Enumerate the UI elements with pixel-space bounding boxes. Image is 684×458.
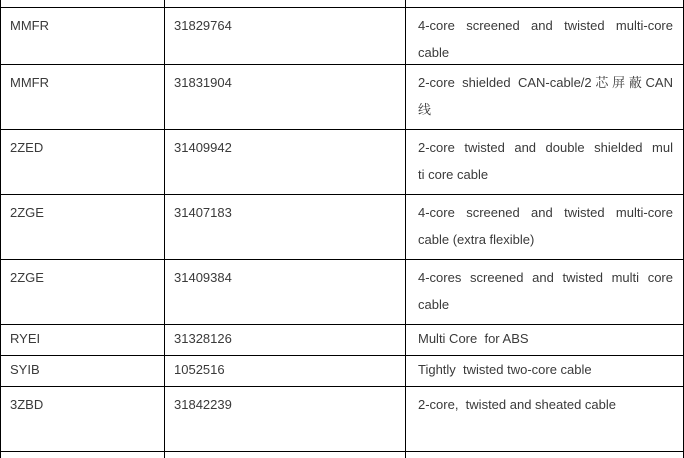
part-number-cell [165, 130, 406, 195]
code-text: 2ZGE [10, 270, 44, 285]
description-cell [406, 0, 684, 8]
part-number-cell [165, 65, 406, 130]
code-cell [0, 195, 165, 260]
part-number-cell [165, 8, 406, 65]
description-cell [406, 387, 684, 452]
code-text: MMFR [10, 18, 49, 33]
description-line: 线 [418, 102, 432, 117]
code-cell [0, 130, 165, 195]
description-cell [406, 195, 684, 260]
description-line: Tightly twisted two-core cable [418, 362, 592, 377]
description-cell [406, 325, 684, 356]
part-number-cell [165, 0, 406, 8]
description-cell [406, 8, 684, 65]
code-text: 2ZGE [10, 205, 44, 220]
part-number-cell [165, 260, 406, 325]
description-cell [406, 452, 684, 458]
description-line: cable (extra flexible) [418, 232, 535, 247]
description-cell [406, 65, 684, 130]
part-number-text: 1052516 [174, 362, 225, 377]
description-line: 2-core, twisted and sheated cable [418, 397, 617, 412]
part-number-cell [165, 356, 406, 387]
part-number-cell [165, 325, 406, 356]
description-cell [406, 130, 684, 195]
description-line: 2-core twisted and double shielded mul [418, 140, 673, 155]
code-text: SYIB [10, 362, 40, 377]
part-number-cell [165, 195, 406, 260]
part-number-text: 31829764 [174, 18, 232, 33]
code-text: 2ZED [10, 140, 44, 155]
code-text: MMFR [10, 75, 49, 90]
code-cell [0, 356, 165, 387]
part-number-text: 31328126 [174, 331, 232, 346]
description-line: cable [418, 45, 450, 60]
description-line: 4-core screened and twisted multi-core [418, 205, 673, 220]
description-line: 4-cores screened and twisted multi core [418, 270, 673, 285]
part-number-cell [165, 387, 406, 452]
part-number-text: 31407183 [174, 205, 232, 220]
code-cell [0, 0, 165, 8]
description-line: cable [418, 297, 450, 312]
code-cell [0, 452, 165, 458]
code-cell [0, 65, 165, 130]
code-text: RYEI [10, 331, 41, 346]
code-text: 3ZBD [10, 397, 44, 412]
part-number-text: 31409942 [174, 140, 232, 155]
description-line: 2-core shielded CAN-cable/2芯屏蔽CAN [418, 75, 673, 90]
part-number-text: 31831904 [174, 75, 232, 90]
part-number-text: 31842239 [174, 397, 232, 412]
description-cell [406, 260, 684, 325]
description-line: Multi Core for ABS [418, 331, 529, 346]
code-cell [0, 8, 165, 65]
code-cell [0, 387, 165, 452]
part-number-text: 31409384 [174, 270, 232, 285]
description-cell [406, 356, 684, 387]
part-number-cell [165, 452, 406, 458]
code-cell [0, 260, 165, 325]
description-line: ti core cable [418, 167, 489, 182]
description-line: 4-core screened and twisted multi-core [418, 18, 673, 33]
code-cell [0, 325, 165, 356]
